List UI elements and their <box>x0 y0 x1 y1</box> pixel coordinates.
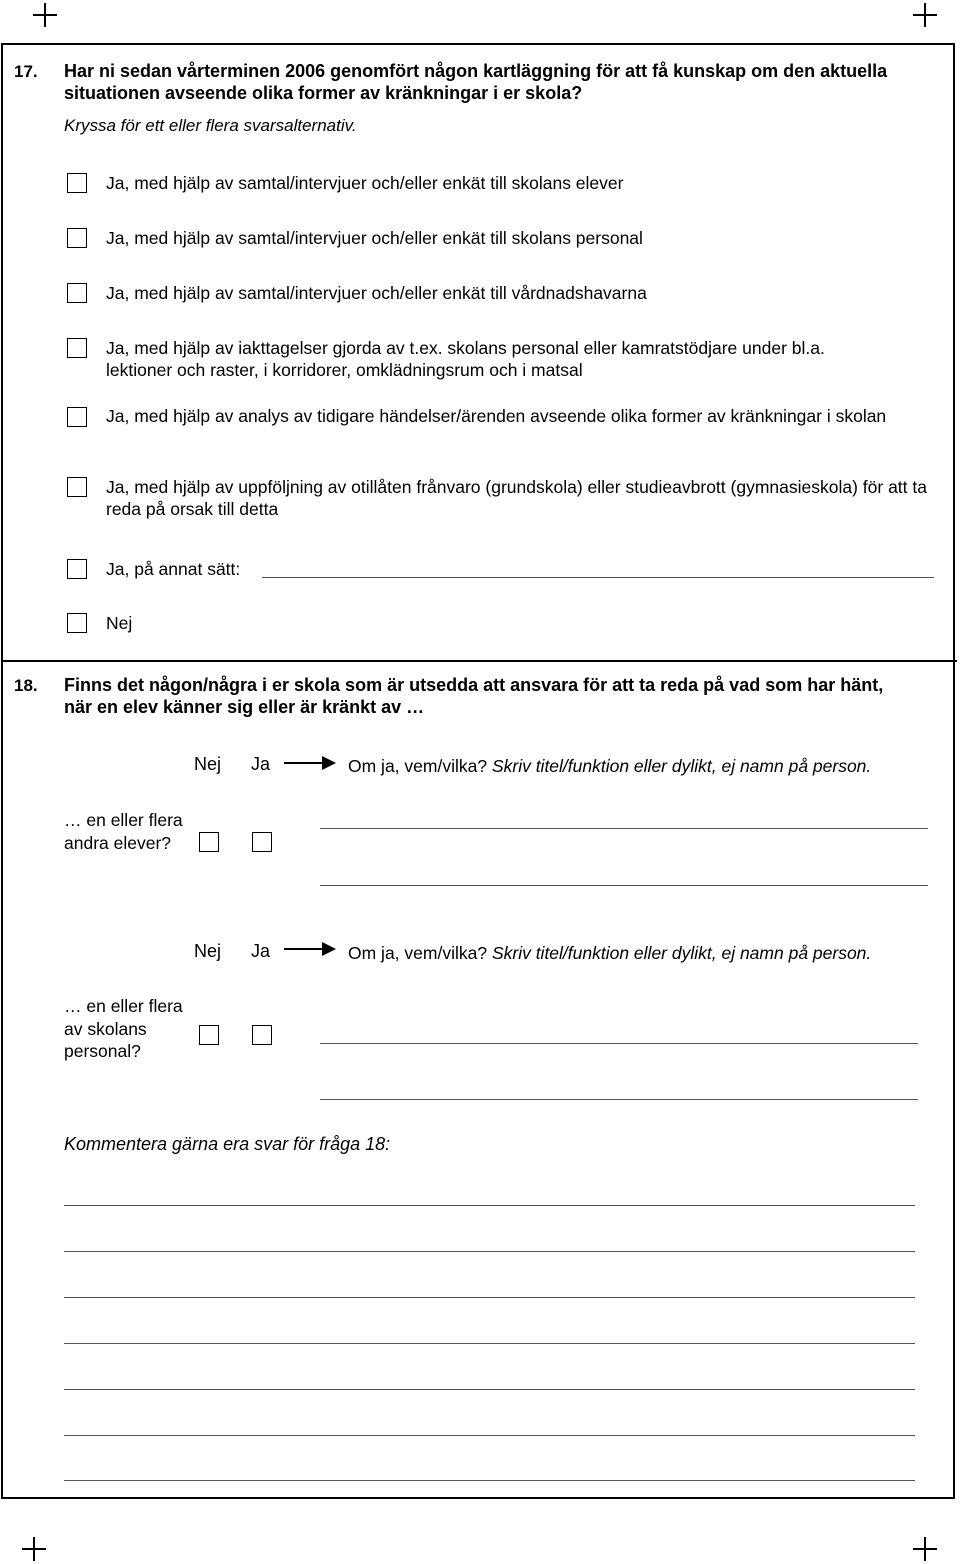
checkbox-q17-no[interactable] <box>67 613 87 633</box>
comment-line[interactable] <box>64 1297 915 1298</box>
row-label-other-students: … en eller flera andra elever? <box>64 810 183 853</box>
comment-line[interactable] <box>64 1205 915 1206</box>
checkbox-q17-other[interactable] <box>67 559 87 579</box>
row-label-staff: … en eller flera av skolans personal? <box>64 996 183 1061</box>
checkbox-q18-students-nej[interactable] <box>199 832 219 852</box>
header-nej-1: Nej <box>194 754 222 774</box>
registration-mark-top-right <box>913 3 937 27</box>
arrow-icon <box>284 762 334 764</box>
option-q17-observations: Ja, med hjälp av iakttagelser gjorda av t.ex. skolans personal eller kamratstödjare under bl.a. lektioner och raster, i korridorer, omklädningsrum och i matsal <box>106 338 825 380</box>
option-q17-guardians: Ja, med hjälp av samtal/intervjuer och/eller enkät till vårdnadshavarna <box>106 283 647 303</box>
comment-line[interactable] <box>64 1343 915 1344</box>
question-divider <box>1 660 957 662</box>
checkbox-q17-staff[interactable] <box>67 228 87 248</box>
option-q17-absence-followup: Ja, med hjälp av uppföljning av otillåten frånvaro (grundskola) eller studieavbrott (gymnasieskola) för att ta reda på orsak till detta <box>106 477 927 519</box>
followup-prompt-1: Om ja, vem/vilka? Skriv titel/funktion eller dylikt, ej namn på person. <box>348 756 872 776</box>
checkbox-q18-staff-nej[interactable] <box>199 1025 219 1045</box>
option-q17-analysis: Ja, med hjälp av analys av tidigare händelser/ärenden avseende olika former av kränkningar i skolan <box>106 406 887 426</box>
write-line-students-1[interactable] <box>320 828 928 829</box>
question-17-number: 17. <box>14 62 38 81</box>
header-ja-2: Ja <box>251 941 271 961</box>
checkbox-q17-students[interactable] <box>67 173 87 193</box>
comment-label: Kommentera gärna era svar för fråga 18: <box>64 1134 391 1154</box>
comment-line[interactable] <box>64 1389 915 1390</box>
write-line-students-2[interactable] <box>320 885 928 886</box>
q17-other-write-line[interactable] <box>262 577 934 578</box>
comment-line[interactable] <box>64 1251 915 1252</box>
option-q17-other: Ja, på annat sätt: <box>106 559 241 579</box>
arrow-icon <box>284 948 334 950</box>
option-q17-no: Nej <box>106 613 133 633</box>
write-line-staff-1[interactable] <box>320 1043 918 1044</box>
question-18-text: Finns det någon/några i er skola som är utsedda att ansvara för att ta reda på vad som har hänt, när en elev känner sig eller är kränkt av … <box>64 675 884 717</box>
header-nej-2: Nej <box>194 941 222 961</box>
registration-mark-top-left <box>33 3 57 27</box>
comment-line[interactable] <box>64 1480 915 1481</box>
checkbox-q17-guardians[interactable] <box>67 283 87 303</box>
checkbox-q17-absence-followup[interactable] <box>67 477 87 497</box>
registration-mark-bottom-left <box>22 1537 46 1561</box>
option-q17-staff: Ja, med hjälp av samtal/intervjuer och/eller enkät till skolans personal <box>106 228 643 248</box>
question-17-text: Har ni sedan vårterminen 2006 genomfört någon kartläggning för att få kunskap om den aktuella situationen avseende olika former av kränkningar i er skola? <box>64 61 888 103</box>
question-17-instruction: Kryssa för ett eller flera svarsalternativ. <box>64 116 357 135</box>
question-18-number: 18. <box>14 676 38 695</box>
registration-mark-bottom-right <box>913 1537 937 1561</box>
checkbox-q17-analysis[interactable] <box>67 407 87 427</box>
checkbox-q18-students-ja[interactable] <box>252 832 272 852</box>
header-ja-1: Ja <box>251 754 271 774</box>
comment-line[interactable] <box>64 1435 915 1436</box>
write-line-staff-2[interactable] <box>320 1099 918 1100</box>
checkbox-q18-staff-ja[interactable] <box>252 1025 272 1045</box>
checkbox-q17-observations[interactable] <box>67 338 87 358</box>
option-q17-students: Ja, med hjälp av samtal/intervjuer och/eller enkät till skolans elever <box>106 173 624 193</box>
followup-prompt-2: Om ja, vem/vilka? Skriv titel/funktion eller dylikt, ej namn på person. <box>348 943 872 963</box>
